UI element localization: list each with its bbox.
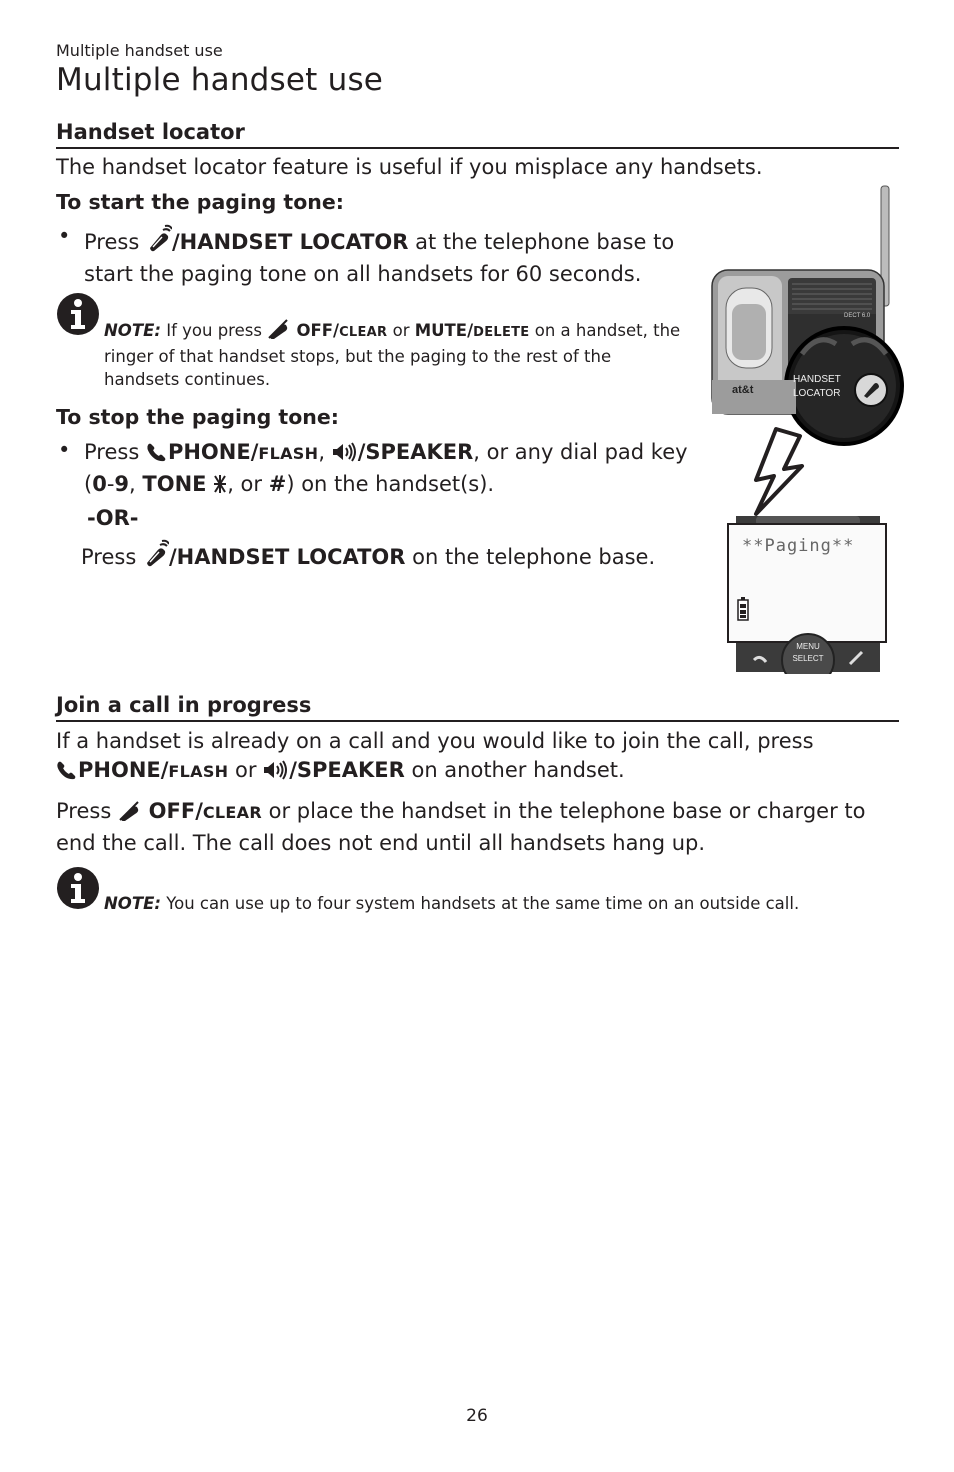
bullet-dot: • <box>58 438 71 462</box>
hash-key: # <box>268 472 287 496</box>
subheading-stop-paging: To stop the paging tone: <box>56 405 340 429</box>
phone-icon <box>146 441 168 470</box>
join-text-1: If a handset is already on a call and you would like to join the call, press <box>56 729 814 753</box>
note-label: NOTE: <box>104 321 161 340</box>
join-call-paragraph <box>56 727 899 788</box>
or-separator: -OR- <box>87 506 139 530</box>
menu-label: MENU <box>796 642 820 651</box>
stop-rest-3: on the telephone base. <box>412 545 656 569</box>
speaker-icon <box>263 759 289 788</box>
section-heading-join-call: Join a call in progress <box>56 693 312 717</box>
clear-key: CLEAR <box>202 803 262 822</box>
subheading-start-paging: To start the paging tone: <box>56 190 344 214</box>
section-heading-handset-locator: Handset locator <box>56 120 245 144</box>
or-word: , or <box>227 472 263 496</box>
end-call-paragraph <box>56 797 899 858</box>
speaker-key: /SPEAKER <box>357 440 474 464</box>
paren-open: ( <box>84 472 93 496</box>
note-or: or <box>392 321 410 340</box>
note-text: You can use up to four system handsets at the same time on an outside call. <box>166 894 800 913</box>
speaker-icon <box>332 441 358 470</box>
press-word: Press <box>81 545 137 569</box>
note-paging <box>104 319 704 391</box>
dect-label: DECT 6.0 <box>844 313 871 319</box>
off-icon <box>267 319 291 345</box>
dash: - <box>106 472 115 496</box>
menu-select-key-label <box>790 641 826 665</box>
stop-paging-alternative <box>81 539 701 575</box>
note-label: NOTE: <box>104 894 161 913</box>
stop-rest-1: , or any dial pad key <box>473 440 688 464</box>
speaker-key: /SPEAKER <box>289 758 405 782</box>
press-word: Press <box>84 230 140 254</box>
section-divider <box>56 147 899 149</box>
key-9: 9 <box>114 472 130 496</box>
stop-paging-instruction <box>84 438 709 502</box>
button-label-line1: HANDSET <box>793 374 841 385</box>
brand-logo: at&t <box>732 384 754 396</box>
stop-rest-2: ) on the handset(s). <box>286 472 495 496</box>
phone-icon <box>56 759 78 788</box>
bullet-dot: • <box>58 224 71 248</box>
note-line-2: ringer of that handset stops, but the paging to the rest of the <box>104 347 612 366</box>
note-handsets <box>104 892 899 915</box>
handset-locator-icon <box>146 224 172 260</box>
mute-key: MUTE/ <box>414 321 474 340</box>
end-call-line-2: end the call. The call does not end until all handsets hang up. <box>56 831 706 855</box>
flash-key: FLASH <box>258 444 319 463</box>
note-text-2: on a handset, the <box>534 321 681 340</box>
section-divider <box>56 720 899 722</box>
handset-locator-icon <box>143 539 169 575</box>
press-word: Press <box>84 440 140 464</box>
off-key: OFF/ <box>296 321 340 340</box>
key-0: 0 <box>92 472 107 496</box>
tone-star-icon <box>213 473 227 502</box>
tone-key: TONE <box>142 472 207 496</box>
or-word: or <box>235 758 257 782</box>
clear-key: CLEAR <box>339 325 388 340</box>
page-title: Multiple handset use <box>56 62 384 98</box>
delete-key: DELETE <box>473 325 530 340</box>
flash-key: FLASH <box>168 762 229 781</box>
handset-locator-key: /HANDSET LOCATOR <box>171 230 409 254</box>
note-line-3: handsets continues. <box>104 370 271 389</box>
select-label: SELECT <box>792 654 824 663</box>
page-number: 26 <box>466 1406 488 1426</box>
comma: , <box>318 440 325 464</box>
phone-key: PHONE/ <box>167 440 259 464</box>
handset-locator-button-label <box>793 373 841 401</box>
info-icon <box>56 866 100 914</box>
start-rest-2: start the paging tone on all handsets for 60 seconds. <box>84 262 642 286</box>
info-icon <box>56 292 100 340</box>
start-paging-instruction <box>84 224 704 289</box>
button-label-line2: LOCATOR <box>793 388 841 399</box>
note-text: If you press <box>166 321 262 340</box>
comma: , <box>129 472 136 496</box>
phone-illustration <box>706 184 906 674</box>
end-call-rest: or place the handset in the telephone base or charger to <box>268 799 866 823</box>
off-key: OFF/ <box>148 799 203 823</box>
running-header: Multiple handset use <box>56 41 223 60</box>
phone-key: PHONE/ <box>78 758 169 782</box>
handset-screen-text: **Paging** <box>742 536 855 556</box>
join-rest: on another handset. <box>411 758 625 782</box>
intro-paragraph: The handset locator feature is useful if you misplace any handsets. <box>56 155 763 179</box>
handset-locator-key: /HANDSET LOCATOR <box>168 545 406 569</box>
off-icon <box>118 800 142 829</box>
start-rest-1: at the telephone base to <box>415 230 675 254</box>
press-word: Press <box>56 799 112 823</box>
